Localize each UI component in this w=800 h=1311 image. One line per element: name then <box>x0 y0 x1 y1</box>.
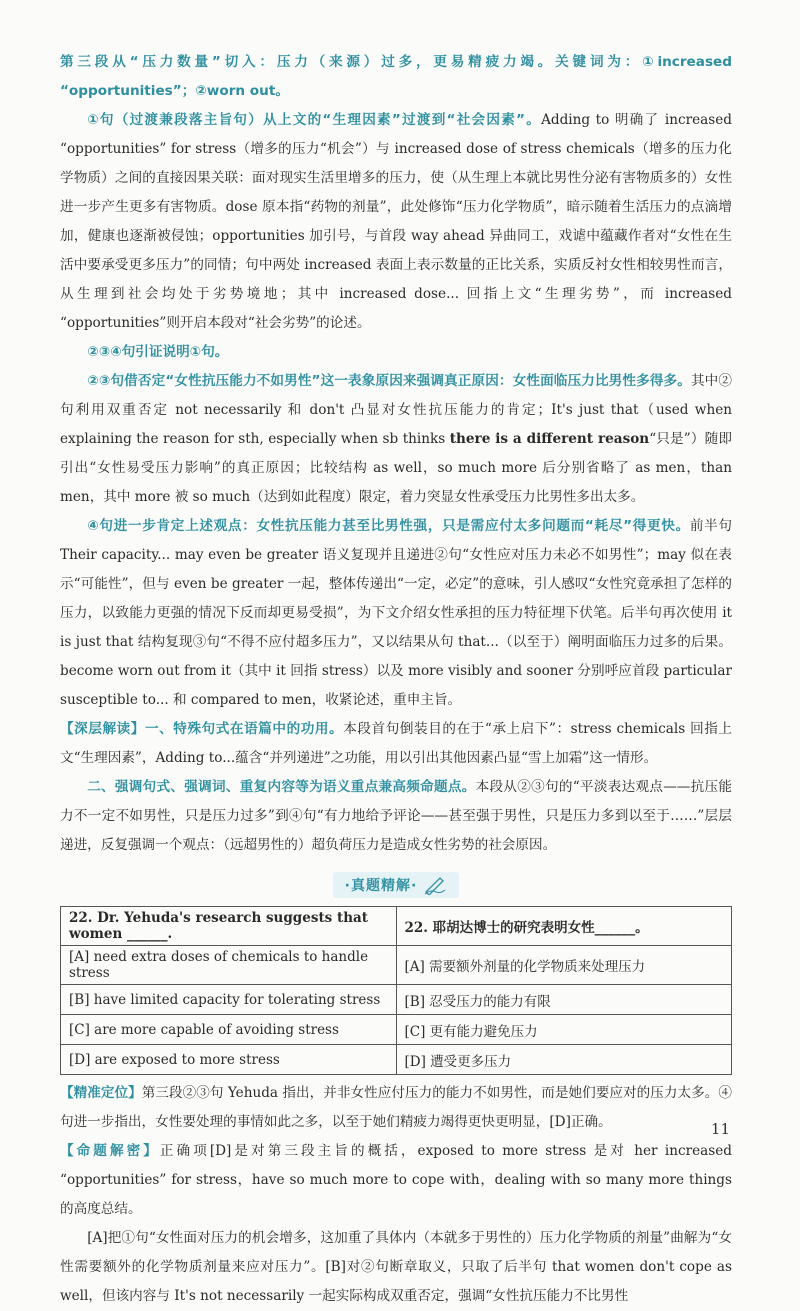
question-table <box>60 906 732 1075</box>
paragraph-body: 正确项[D]是对第三段主旨的概括，exposed to more stress 是对 her increased “opportunities” for stress，have so much more to cope with，dealing with so many more things 的高度总结。 <box>60 1143 733 1217</box>
distractor-analysis: [A]把①句“女性面对压力的机会增多，这加重了具体内（本就多于男性的）压力化学物质的剂量”曲解为“女性需要额外的化学物质剂量来应对压力”。[B]对②句断章取义，只取了后半句 that women don't cope as well，但该内容与 It's not necessarily 一起实际构成双重否定，强调“女性抗压能力不比男性 <box>60 1230 732 1304</box>
paragraph-body: 本段首句倒装目的在于“承上启下”：stress chemicals 回指上文“生理因素”，Adding to...蕴含“并列递进”之功能，用以引出其他因素凸显“雪上加霜”这一情形。 <box>60 721 733 766</box>
option-c-en: [C] are more capable of avoiding stress <box>61 1015 397 1045</box>
table-row <box>61 985 732 1015</box>
paragraph-heading: 一、特殊句式在语篇中的功用。 <box>144 721 344 737</box>
question-stem-zh: 22. 耶胡达博士的研究表明女性______。 <box>396 907 732 946</box>
option-d-en: [D] are exposed to more stress <box>61 1045 397 1075</box>
banner-title: ·真题精解· <box>344 878 418 894</box>
option-c-zh: [C] 更有能力避免压力 <box>396 1015 732 1045</box>
precise-location-label: 【精准定位】 <box>60 1085 142 1101</box>
option-a-en: [A] need extra doses of chemicals to handle stress <box>61 946 397 985</box>
paragraph-heading: 二、强调句式、强调词、重复内容等为语义重点兼高频命题点。 <box>87 779 476 795</box>
table-row <box>61 907 732 946</box>
option-b-en: [B] have limited capacity for tolerating stress <box>61 985 397 1015</box>
paragraph-heading: ①句（过渡兼段落主旨句）从上文的“生理因素”过渡到“社会因素”。 <box>87 112 542 128</box>
table-row <box>61 946 732 985</box>
precise-location <box>60 1079 732 1137</box>
question-decoding <box>60 1137 732 1224</box>
section-summary: 第三段从“压力数量”切入：压力（来源）过多，更易精疲力竭。关键词为：①increased “opportunities”；②worn out。 <box>60 54 732 99</box>
paragraph-sentence-4 <box>60 512 732 715</box>
option-a-zh: [A] 需要额外剂量的化学物质来处理压力 <box>396 946 732 985</box>
option-d-zh: [D] 遭受更多压力 <box>396 1045 732 1075</box>
paragraph-heading: ②③句借否定“女性抗压能力不如男性”这一表象原因来强调真正原因：女性面临压力比男性多得多。 <box>87 373 691 389</box>
paragraph-body: 前半句 Their capacity... may even be greater 语义复现并且递进②句“女性应对压力未必不如男性”；may 似在表示“可能性”，但与 even be greater 一起，整体传递出“一定，必定”的意味，引人感叹“女性究竟承担了怎样的压力，以致能力更强的情况下反而却更易受损”，为下文介绍女性承担的压力特征埋下伏笔。后半句再次使用 it is just that 结构复现③句“不得不应付超多压力”，又以结果从句 that...（以至于）阐明面临压力过多的后果。become worn out from it（其中 it 回指 stress）以及 more visibly and sooner 分别呼应首段 particular susceptible to... 和 compared to men，收紧论述，重申主旨。 <box>60 518 733 708</box>
paragraph-heading: ②③④句引证说明①句。 <box>87 344 229 360</box>
paragraph-sentence-1 <box>60 106 732 338</box>
question-stem-en: 22. Dr. Yehuda's research suggests that women ______. <box>61 907 397 946</box>
deep-reading <box>60 715 732 773</box>
deep-reading-point-2 <box>60 773 732 860</box>
paragraph-body: 其中②句利用双重否定 not necessarily 和 don't 凸显对女性抗压能力的肯定；It's just that（used when explaining the reason for sth, especially when sb thinks <box>60 373 732 447</box>
paragraph-body: “只是”）随即引出“女性易受压力影响”的真正原因；比较结构 as well，so much more 后分别省略了 as men，than men，其中 more 被 so much（达到如此程度）限定，着力突显女性承受压力比男性多出太多。 <box>60 431 732 505</box>
banner-box <box>333 872 460 898</box>
section-banner <box>60 872 732 898</box>
page-number: 11 <box>710 1120 730 1138</box>
pen-icon <box>423 875 447 895</box>
paragraph-body: Adding to 明确了 increased “opportunities” for stress（增多的压力“机会”）与 increased dose of stress chemicals（增多的压力化学物质）之间的直接因果关联：面对现实生活里增多的压力，使（从生理上本就比男性分泌有害物质多的）女性进一步产生更多有害物质。dose 原本指“药物的剂量”，此处修饰“压力化学物质”，暗示随着生活压力的点滴增加，健康也逐渐被侵蚀；opportunities 加引号，与首段 way ahead 异曲同工，戏谑中蕴藏作者对“女性在生活中要承受更多压力”的同情；句中两处 increased 表面上表示数量的正比关系，实质反衬女性相较男性而言，从生理到社会均处于劣势境地；其中 increased dose... 回指上文“生理劣势”，而 increased “opportunities”则开启本段对“社会劣势”的论述。 <box>60 112 732 331</box>
emphasis-text: there is a different reason <box>449 431 650 447</box>
option-b-zh: [B] 忍受压力的能力有限 <box>396 985 732 1015</box>
table-row <box>61 1015 732 1045</box>
paragraph-body: 第三段②③句 Yehuda 指出，并非女性应付压力的能力不如男性，而是她们要应对的压力太多。④句进一步指出，女性要处理的事情如此之多，以至于她们精疲力竭得更快更明显，[D]正确。 <box>60 1085 733 1130</box>
paragraph-sentences-2-3 <box>60 367 732 512</box>
table-row <box>61 1045 732 1075</box>
paragraph-heading: ④句进一步肯定上述观点：女性抗压能力甚至比男性强，只是需应付太多问题而“耗尽”得更快。 <box>87 518 690 534</box>
deep-reading-label: 【深层解读】 <box>60 721 145 737</box>
paragraph-body: 本段从②③句的“平淡表达观点——抗压能力不一定不如男性，只是压力过多”到④句“有力地给予评论——甚至强于男性，只是压力多到以至于……”层层递进，反复强调一个观点：（远超男性的）超负荷压力是造成女性劣势的社会原因。 <box>60 779 733 853</box>
question-decoding-label: 【命题解密】 <box>60 1143 160 1159</box>
